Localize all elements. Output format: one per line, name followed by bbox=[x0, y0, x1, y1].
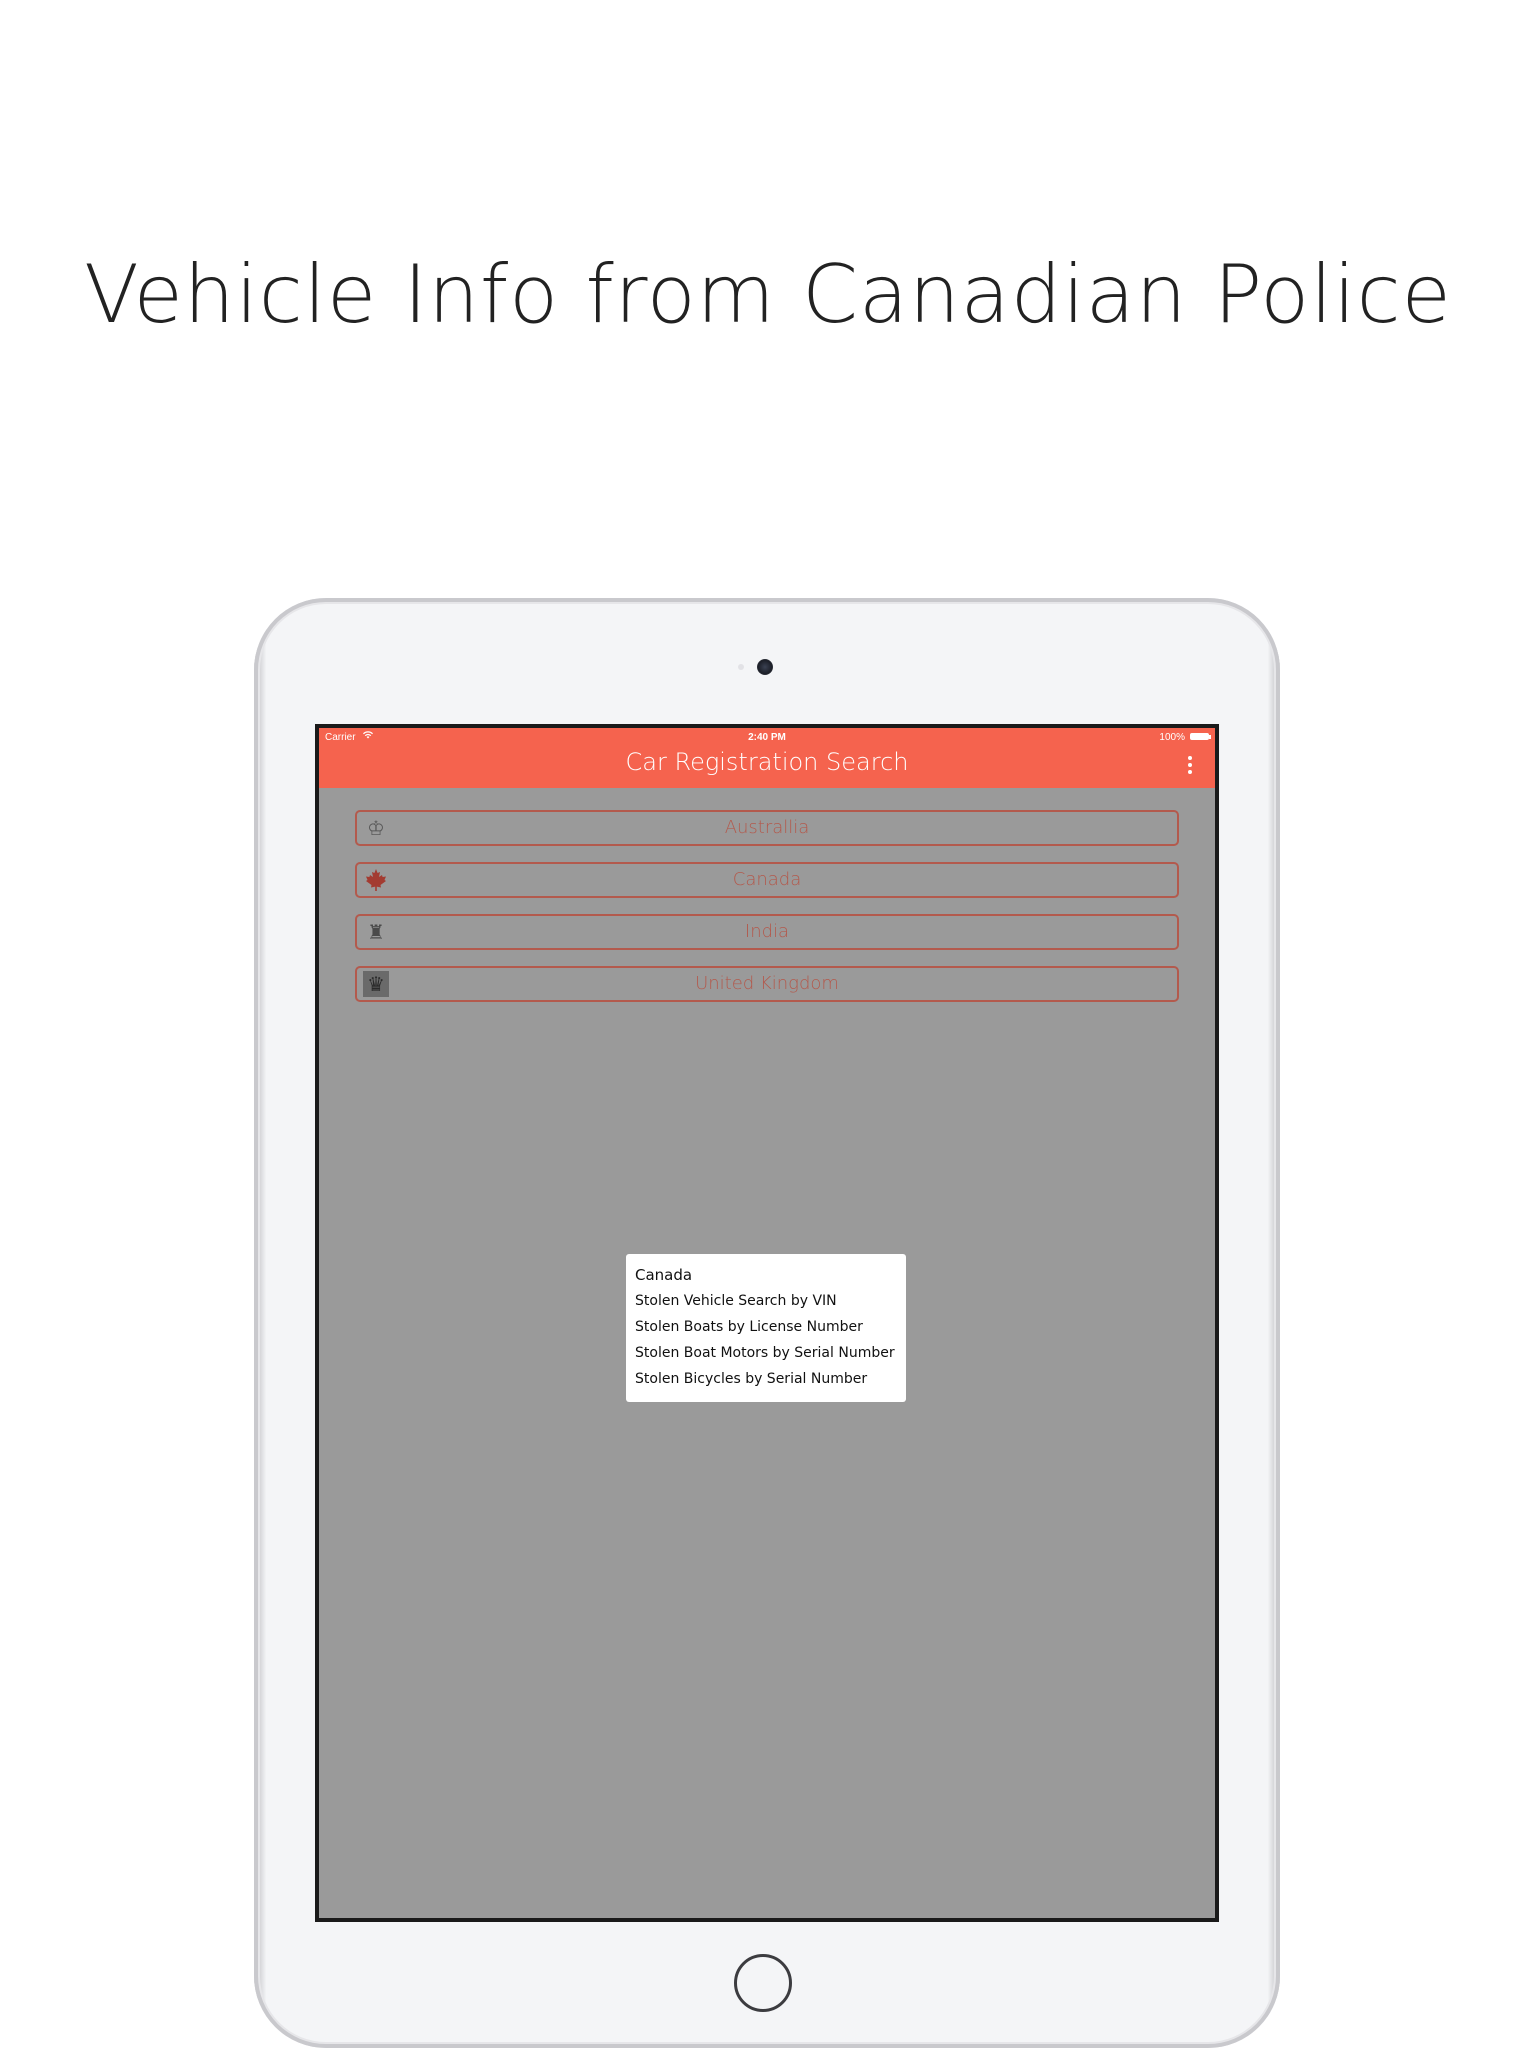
battery-percent: 100% bbox=[1159, 732, 1185, 743]
status-time: 2:40 PM bbox=[748, 732, 786, 743]
nav-title: Car Registration Search bbox=[625, 748, 909, 776]
light-sensor bbox=[738, 664, 744, 670]
navigation-bar bbox=[319, 728, 1215, 788]
option-stolen-vehicle-vin[interactable]: Stolen Vehicle Search by VIN bbox=[635, 1293, 837, 1309]
country-button-india[interactable] bbox=[355, 914, 1179, 950]
country-button-canada[interactable] bbox=[355, 862, 1179, 898]
option-stolen-bicycles-serial[interactable]: Stolen Bicycles by Serial Number bbox=[635, 1371, 868, 1387]
promo-headline: Vehicle Info from Canadian Police bbox=[84, 248, 1452, 341]
front-camera-icon bbox=[757, 659, 773, 675]
status-bar bbox=[319, 728, 1215, 744]
battery-icon bbox=[1190, 733, 1209, 740]
country-button-australia[interactable] bbox=[355, 810, 1179, 846]
carrier-label: Carrier bbox=[325, 732, 356, 743]
more-vertical-icon[interactable] bbox=[1187, 756, 1193, 776]
country-label: Canada bbox=[732, 869, 802, 890]
popup-title: Canada bbox=[635, 1266, 693, 1284]
australia-coat-of-arms-icon: ♔ bbox=[367, 816, 385, 840]
country-list bbox=[355, 810, 1179, 1018]
app-screen bbox=[319, 728, 1215, 1918]
uk-crown-icon: ♛ bbox=[363, 971, 389, 997]
country-label: India bbox=[744, 921, 790, 942]
country-label: Australlia bbox=[724, 817, 810, 838]
country-options-popup bbox=[626, 1254, 906, 1402]
country-button-united-kingdom[interactable] bbox=[355, 966, 1179, 1002]
option-stolen-boat-motors-serial[interactable]: Stolen Boat Motors by Serial Number bbox=[635, 1345, 895, 1361]
india-emblem-icon: ♜ bbox=[367, 920, 385, 944]
tablet-frame bbox=[254, 598, 1280, 2048]
option-stolen-boats-license[interactable]: Stolen Boats by License Number bbox=[635, 1319, 863, 1335]
tablet-screen bbox=[315, 724, 1219, 1922]
home-button[interactable] bbox=[734, 1954, 792, 2012]
country-label: United Kingdom bbox=[695, 973, 839, 994]
battery-tip bbox=[1209, 735, 1211, 739]
